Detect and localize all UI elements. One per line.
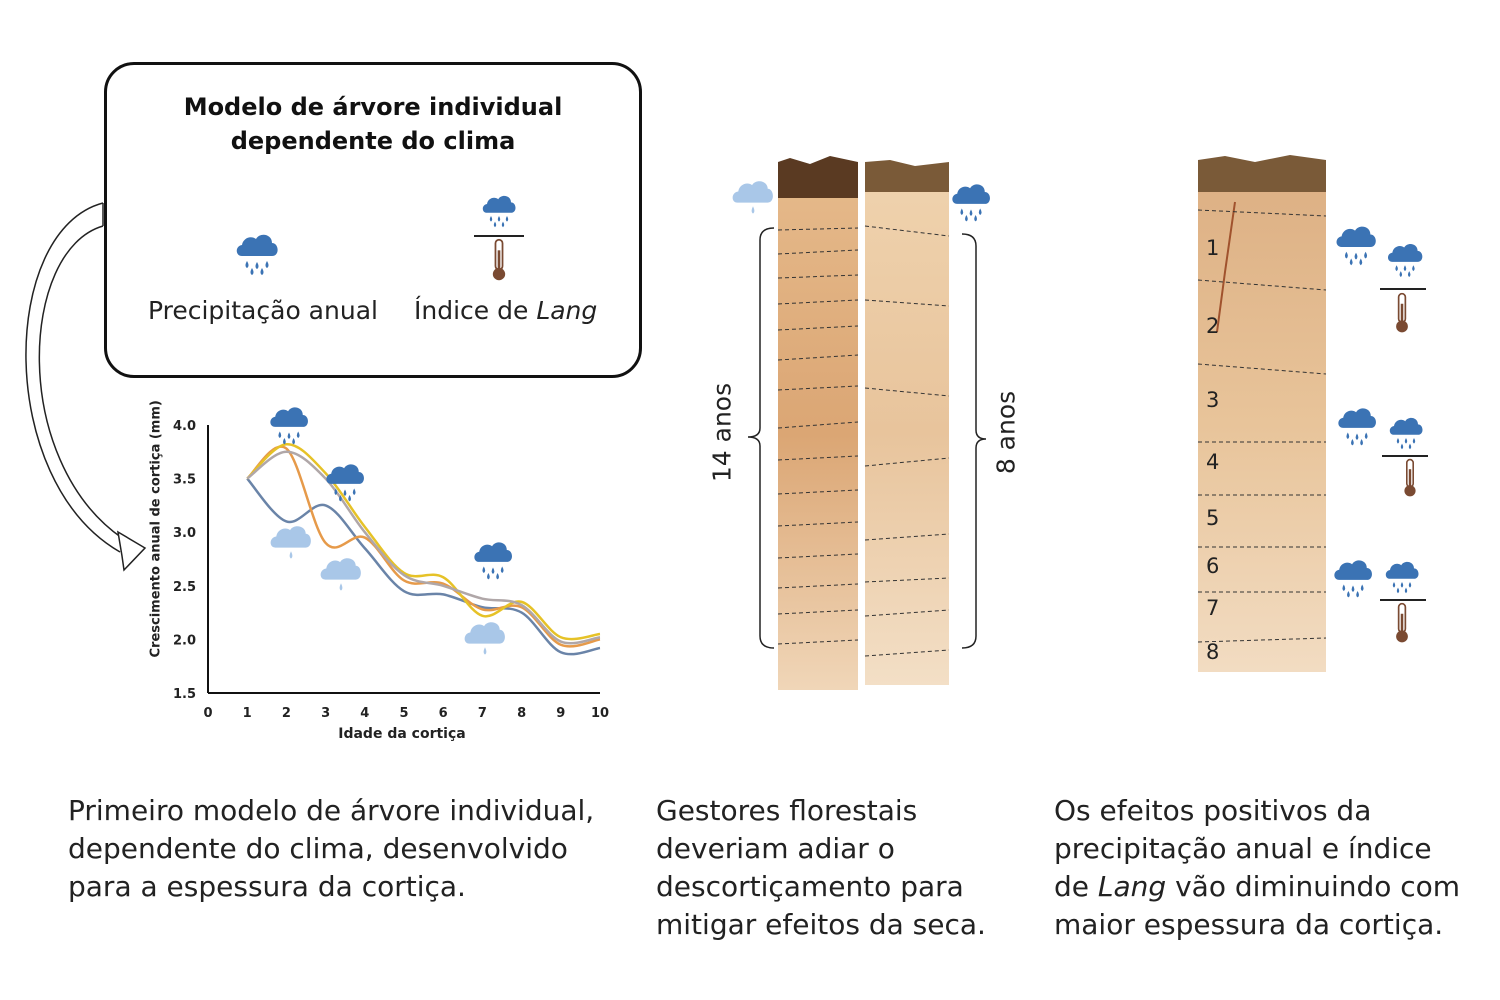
fraction-line	[1382, 455, 1428, 457]
cork-samples-pair	[740, 150, 990, 695]
span-label-14: 14 anos	[707, 382, 737, 483]
caption-middle-line: mitigar efeitos da seca.	[656, 908, 986, 941]
caption-right-line: precipitação anual e índice	[1054, 832, 1432, 865]
y-tick-label: 2.0	[172, 633, 196, 649]
caption-middle-line: Gestores florestais	[656, 794, 918, 827]
rain-cloud-icon	[1330, 556, 1376, 602]
light-rain-cloud-icon	[730, 175, 776, 221]
x-tick-label: 10	[590, 706, 610, 721]
x-tick-label: 5	[399, 706, 409, 721]
thermometer-icon	[1400, 458, 1420, 498]
span-label-8: 8 anos	[991, 390, 1021, 475]
x-tick-label: 8	[517, 706, 527, 721]
y-tick-label: 3.0	[172, 526, 196, 542]
caption-left-line: dependente do clima, desenvolvido	[68, 832, 568, 865]
caption-right-italic: Lang	[1097, 870, 1167, 903]
bracket-left	[748, 228, 774, 648]
rain-cloud-icon	[266, 403, 312, 449]
label-lang	[414, 296, 597, 325]
caption-right-line	[1054, 868, 1474, 906]
series-line	[247, 479, 600, 655]
light-rain-cloud-icon	[268, 520, 314, 566]
cork-sample-right	[865, 180, 949, 685]
rain-cloud-icon	[948, 180, 994, 226]
rain-cloud-icon	[476, 192, 522, 232]
caption-left	[68, 792, 608, 906]
band-number: 3	[1206, 388, 1220, 412]
chart-axes	[208, 425, 600, 693]
fraction-line	[1380, 599, 1426, 601]
band-number: 4	[1206, 450, 1220, 474]
rain-cloud-icon	[1382, 558, 1422, 598]
model-title-line2: dependente do clima	[230, 127, 516, 155]
x-tick-label: 2	[281, 706, 291, 721]
rain-cloud-icon	[322, 460, 368, 506]
rain-cloud-icon	[470, 538, 516, 584]
x-tick-label: 7	[477, 706, 487, 721]
x-tick-label: 9	[556, 706, 566, 721]
y-tick-label: 1.5	[172, 687, 196, 702]
caption-middle-line: descortiçamento para	[656, 870, 964, 903]
growth-chart	[140, 395, 620, 755]
bracket-right	[962, 234, 986, 648]
chart-ticks	[173, 419, 609, 721]
fraction-line	[1380, 288, 1426, 290]
thermometer-icon	[1392, 292, 1412, 334]
caption-middle-line: deveriam adiar o	[656, 832, 895, 865]
outer-bark	[1198, 155, 1326, 192]
outer-bark-right	[865, 160, 949, 192]
rain-cloud-icon	[1334, 404, 1380, 450]
model-title-line1: Modelo de árvore individual	[183, 93, 563, 121]
caption-right-prefix: de	[1054, 870, 1098, 903]
y-tick-label: 2.5	[172, 579, 196, 595]
label-precip: Precipitação anual	[148, 296, 378, 325]
caption-left-line: para a espessura da cortiça.	[68, 870, 466, 903]
band-number: 2	[1206, 314, 1220, 338]
label-lang-prefix: Índice de	[414, 296, 537, 325]
outer-bark-left	[778, 156, 858, 198]
band-number: 7	[1206, 596, 1220, 620]
rain-cloud-icon	[1384, 240, 1426, 282]
cork-sample-left	[778, 180, 858, 690]
caption-right-line: maior espessura da cortiça.	[1054, 908, 1444, 941]
rain-cloud-icon	[1386, 414, 1426, 454]
caption-right	[1054, 792, 1474, 944]
label-lang-italic: Lang	[536, 296, 598, 325]
band-number: 6	[1206, 554, 1220, 578]
chart-xlabel: Idade da cortiça	[338, 726, 466, 742]
caption-left-line: Primeiro modelo de árvore individual,	[68, 794, 595, 827]
thermometer-icon	[1392, 602, 1412, 644]
x-tick-label: 1	[242, 706, 252, 721]
x-tick-label: 4	[360, 706, 370, 721]
rain-cloud-icon	[1332, 222, 1380, 270]
caption-right-suffix: vão diminuindo com	[1166, 870, 1461, 903]
x-tick-label: 6	[438, 706, 448, 721]
x-tick-label: 0	[203, 706, 213, 721]
light-rain-cloud-icon	[462, 616, 508, 662]
caption-right-line: Os efeitos positivos da	[1054, 794, 1372, 827]
chart-ylabel: Crescimento anual de cortiça (mm)	[148, 400, 164, 658]
y-tick-label: 3.5	[172, 472, 196, 488]
band-number: 1	[1206, 236, 1220, 260]
x-tick-label: 3	[321, 706, 331, 721]
thermometer-icon	[489, 238, 509, 282]
fraction-line	[474, 235, 524, 237]
caption-middle	[656, 792, 1016, 944]
band-number: 8	[1206, 640, 1220, 664]
y-tick-label: 4.0	[172, 419, 196, 434]
light-rain-cloud-icon	[318, 552, 364, 598]
band-number: 5	[1206, 506, 1220, 530]
